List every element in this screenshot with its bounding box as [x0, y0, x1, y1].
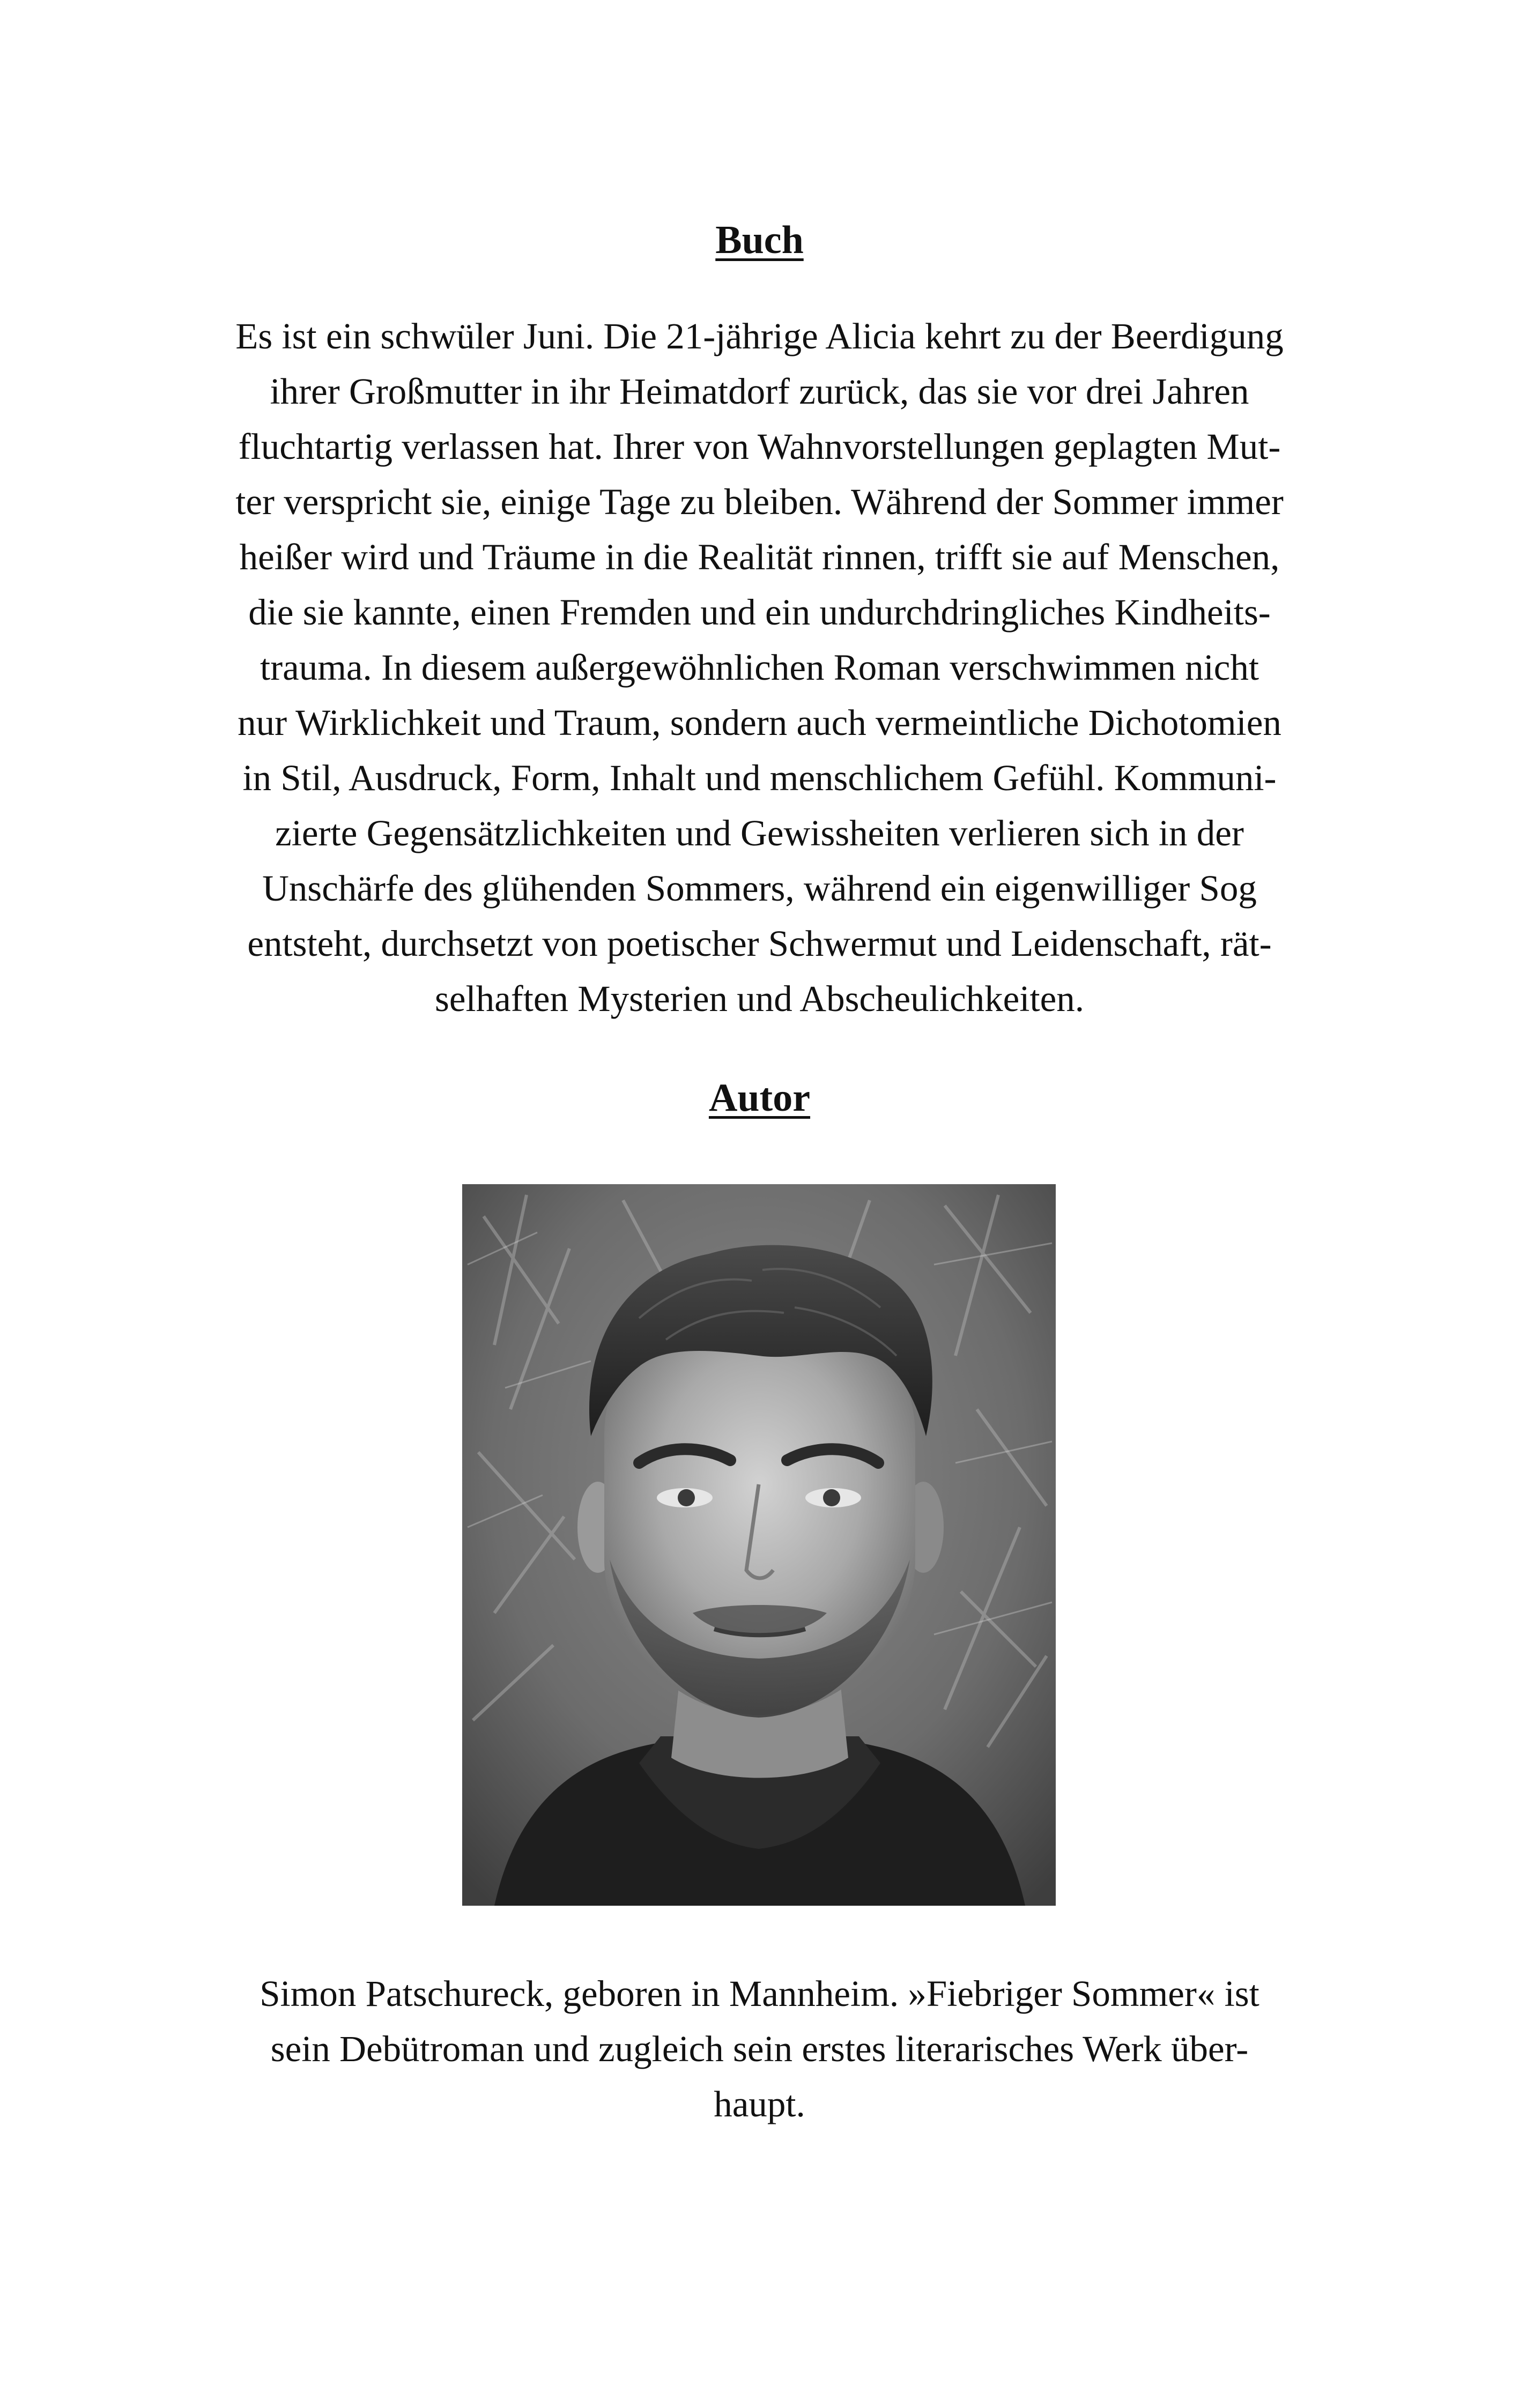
book-description-line: nur Wirklichkeit und Traum, sondern auch vermeintliche Dichotomien [238, 702, 1281, 743]
book-description-line: trauma. In diesem außergewöhnlichen Roman verschwimmen nicht [260, 647, 1259, 688]
book-description-line: heißer wird und Träume in die Realität rinnen, trifft sie auf Menschen, [239, 537, 1280, 577]
author-portrait-photo [462, 1184, 1056, 1906]
author-biography [182, 1966, 1337, 2132]
author-heading: Autor [708, 1076, 811, 1120]
book-description-line: zierte Gegensätzlichkeiten und Gewissheiten verlieren sich in der [275, 813, 1244, 853]
book-description-line: in Stil, Ausdruck, Form, Inhalt und menschlichem Gefühl. Kommuni- [242, 757, 1277, 798]
book-description-line: entsteht, durchsetzt von poetischer Schwermut und Leidenschaft, rät- [247, 923, 1272, 964]
book-description-line: Es ist ein schwüler Juni. Die 21-jährige Alicia kehrt zu der Beerdigung [235, 316, 1284, 356]
book-description-line: selhaften Mysterien und Abscheulichkeiten. [434, 978, 1084, 1019]
book-description-line: die sie kannte, einen Fremden und ein undurchdringliches Kindheits- [248, 592, 1271, 633]
author-biography-line: Simon Patschureck, geboren in Mannheim. »Fiebriger Sommer« ist [260, 1973, 1259, 2014]
book-heading: Buch [715, 218, 804, 262]
book-description-line: Unschärfe des glühenden Sommers, während ein eigenwilliger Sog [262, 868, 1257, 909]
author-biography-line: haupt. [714, 2084, 805, 2124]
book-description-line: ter verspricht sie, einige Tage zu bleiben. Während der Sommer immer [235, 481, 1284, 522]
author-biography-line: sein Debütroman und zugleich sein erstes literarisches Werk über- [270, 2028, 1249, 2069]
book-description [182, 309, 1337, 1027]
book-description-line: fluchtartig verlassen hat. Ihrer von Wahnvorstellungen geplagten Mut- [238, 426, 1281, 467]
book-description-line: ihrer Großmutter in ihr Heimatdorf zurück, das sie vor drei Jahren [270, 371, 1249, 412]
